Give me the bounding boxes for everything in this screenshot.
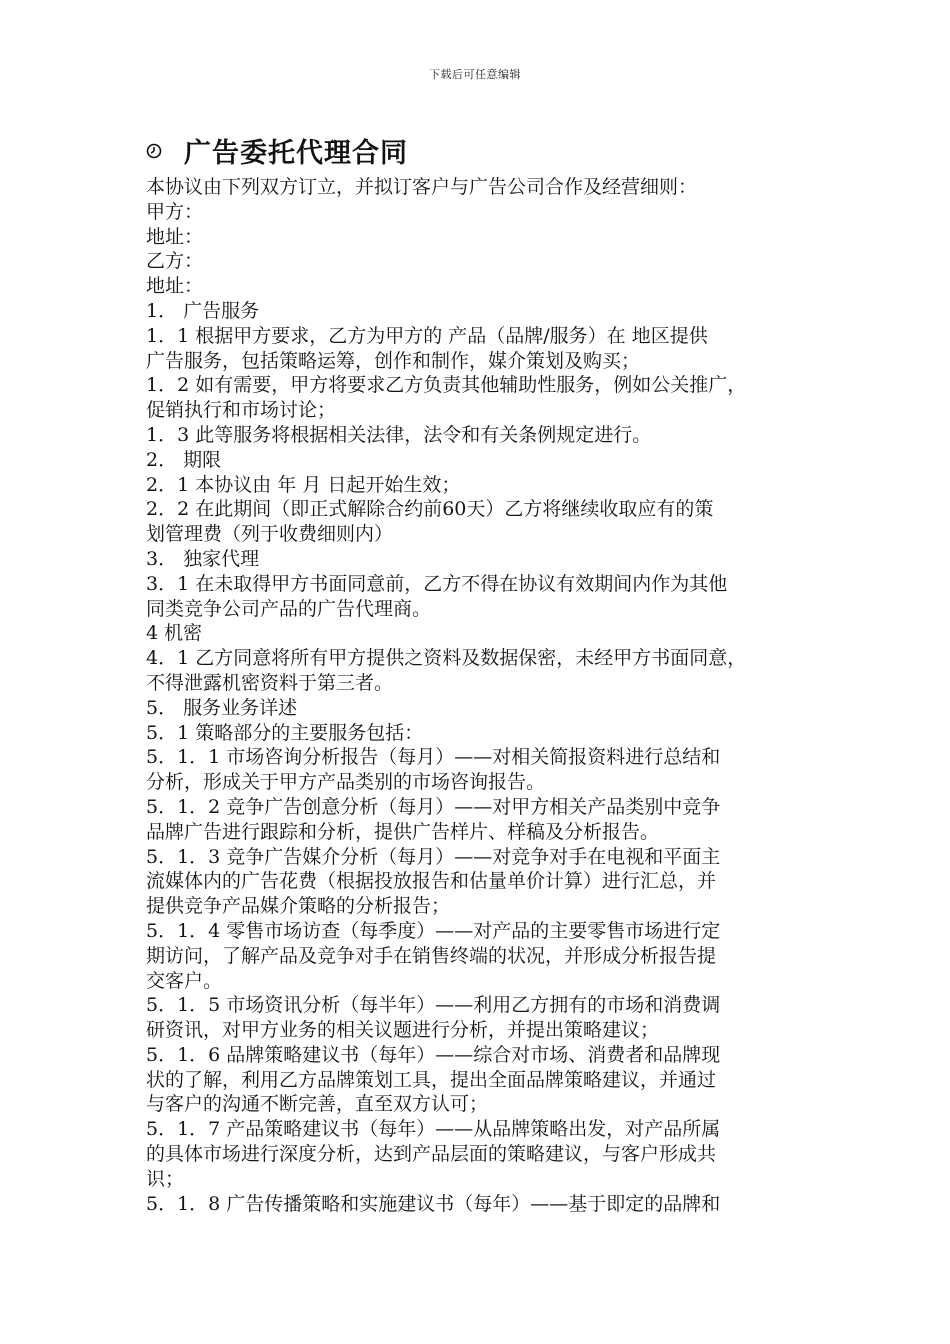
body-line: 乙方：	[146, 250, 204, 273]
body-line: 3．1 在未取得甲方书面同意前，乙方不得在协议有效期间内作为其他	[146, 572, 728, 595]
body-line: 5．1．5 市场资讯分析（每半年）——利用乙方拥有的市场和消费调	[146, 994, 721, 1017]
body-line: 广告服务，包括策略运筹，创作和制作，媒介策划及购买；	[146, 349, 641, 372]
body-line: 1．1 根据甲方要求，乙方为甲方的 产品（品牌/服务）在 地区提供	[146, 324, 708, 347]
body-line: 交客户。	[146, 969, 223, 992]
body-line: 划管理费（列于收费细则内）	[146, 523, 394, 546]
body-line: 1．2 如有需要，甲方将要求乙方负责其他辅助性服务，例如公关推广，	[146, 374, 747, 397]
body-line: 提供竞争产品媒介策略的分析报告；	[146, 895, 451, 918]
body-line: 5．1．6 品牌策略建议书（每年）——综合对市场、消费者和品牌现	[146, 1043, 721, 1066]
body-line: 2．2 在此期间（即正式解除合约前60天）乙方将继续收取应有的策	[146, 498, 714, 521]
body-line: 5．1．7 产品策略建议书（每年）——从品牌策略出发，对产品所属	[146, 1118, 721, 1141]
contract-body	[146, 175, 816, 1216]
body-line: 5．1 策略部分的主要服务包括：	[146, 721, 424, 744]
body-line: 5．1．1 市场咨询分析报告（每月）——对相关简报资料进行总结和	[146, 746, 721, 769]
body-line: 研资讯，对甲方业务的相关议题进行分析，并提出策略建议；	[146, 1019, 660, 1042]
body-line: 4 机密	[146, 622, 203, 645]
body-line: 3． 独家代理	[146, 547, 260, 570]
body-line: 期访问，了解产品及竞争对手在销售终端的状况，并形成分析报告提	[146, 944, 717, 967]
body-line: 5．1．4 零售市场访查（每季度）——对产品的主要零售市场进行定	[146, 919, 721, 942]
body-line: 地址：	[146, 225, 204, 248]
body-line: 的具体市场进行深度分析，达到产品层面的策略建议，与客户形成共	[146, 1143, 717, 1166]
body-line: 5． 服务业务详述	[146, 696, 298, 719]
page-header-note: 下载后可任意编辑	[429, 68, 521, 81]
clock-icon	[146, 143, 162, 159]
body-line: 1．3 此等服务将根据相关法律，法令和有关条例规定进行。	[146, 423, 652, 446]
body-line: 地址：	[146, 275, 204, 298]
body-line: 5．1．8 广告传播策略和实施建议书（每年）——基于即定的品牌和	[146, 1192, 721, 1215]
body-line: 同类竞争公司产品的广告代理商。	[146, 597, 432, 620]
body-line: 识；	[146, 1167, 185, 1190]
document-title-row	[146, 131, 408, 170]
body-line: 促销执行和市场讨论；	[146, 399, 337, 422]
body-line: 与客户的沟通不断完善，直至双方认可；	[146, 1093, 489, 1116]
body-line: 4．1 乙方同意将所有甲方提供之资料及数据保密，未经甲方书面同意，	[146, 647, 747, 670]
body-line: 2． 期限	[146, 448, 222, 471]
document-title: 广告委托代理合同	[184, 138, 408, 169]
body-line: 5．1．2 竞争广告创意分析（每月）——对甲方相关产品类别中竞争	[146, 795, 721, 818]
body-line: 品牌广告进行跟踪和分析，提供广告样片、样稿及分析报告。	[146, 820, 660, 843]
body-line: 流媒体内的广告花费（根据投放报告和估量单价计算）进行汇总，并	[146, 870, 717, 893]
body-line: 5．1．3 竞争广告媒介分析（每月）——对竞争对手在电视和平面主	[146, 845, 721, 868]
body-line: 本协议由下列双方订立，并拟订客户与广告公司合作及经营细则：	[146, 176, 698, 198]
body-line: 分析，形成关于甲方产品类别的市场咨询报告。	[146, 771, 546, 794]
body-line: 状的了解，利用乙方品牌策划工具，提出全面品牌策略建议，并通过	[146, 1068, 717, 1091]
body-line: 1． 广告服务	[146, 299, 260, 322]
body-line: 2．1 本协议由 年 月 日起开始生效；	[146, 473, 461, 496]
body-line: 甲方：	[146, 200, 204, 223]
body-line: 不得泄露机密资料于第三者。	[146, 671, 394, 694]
